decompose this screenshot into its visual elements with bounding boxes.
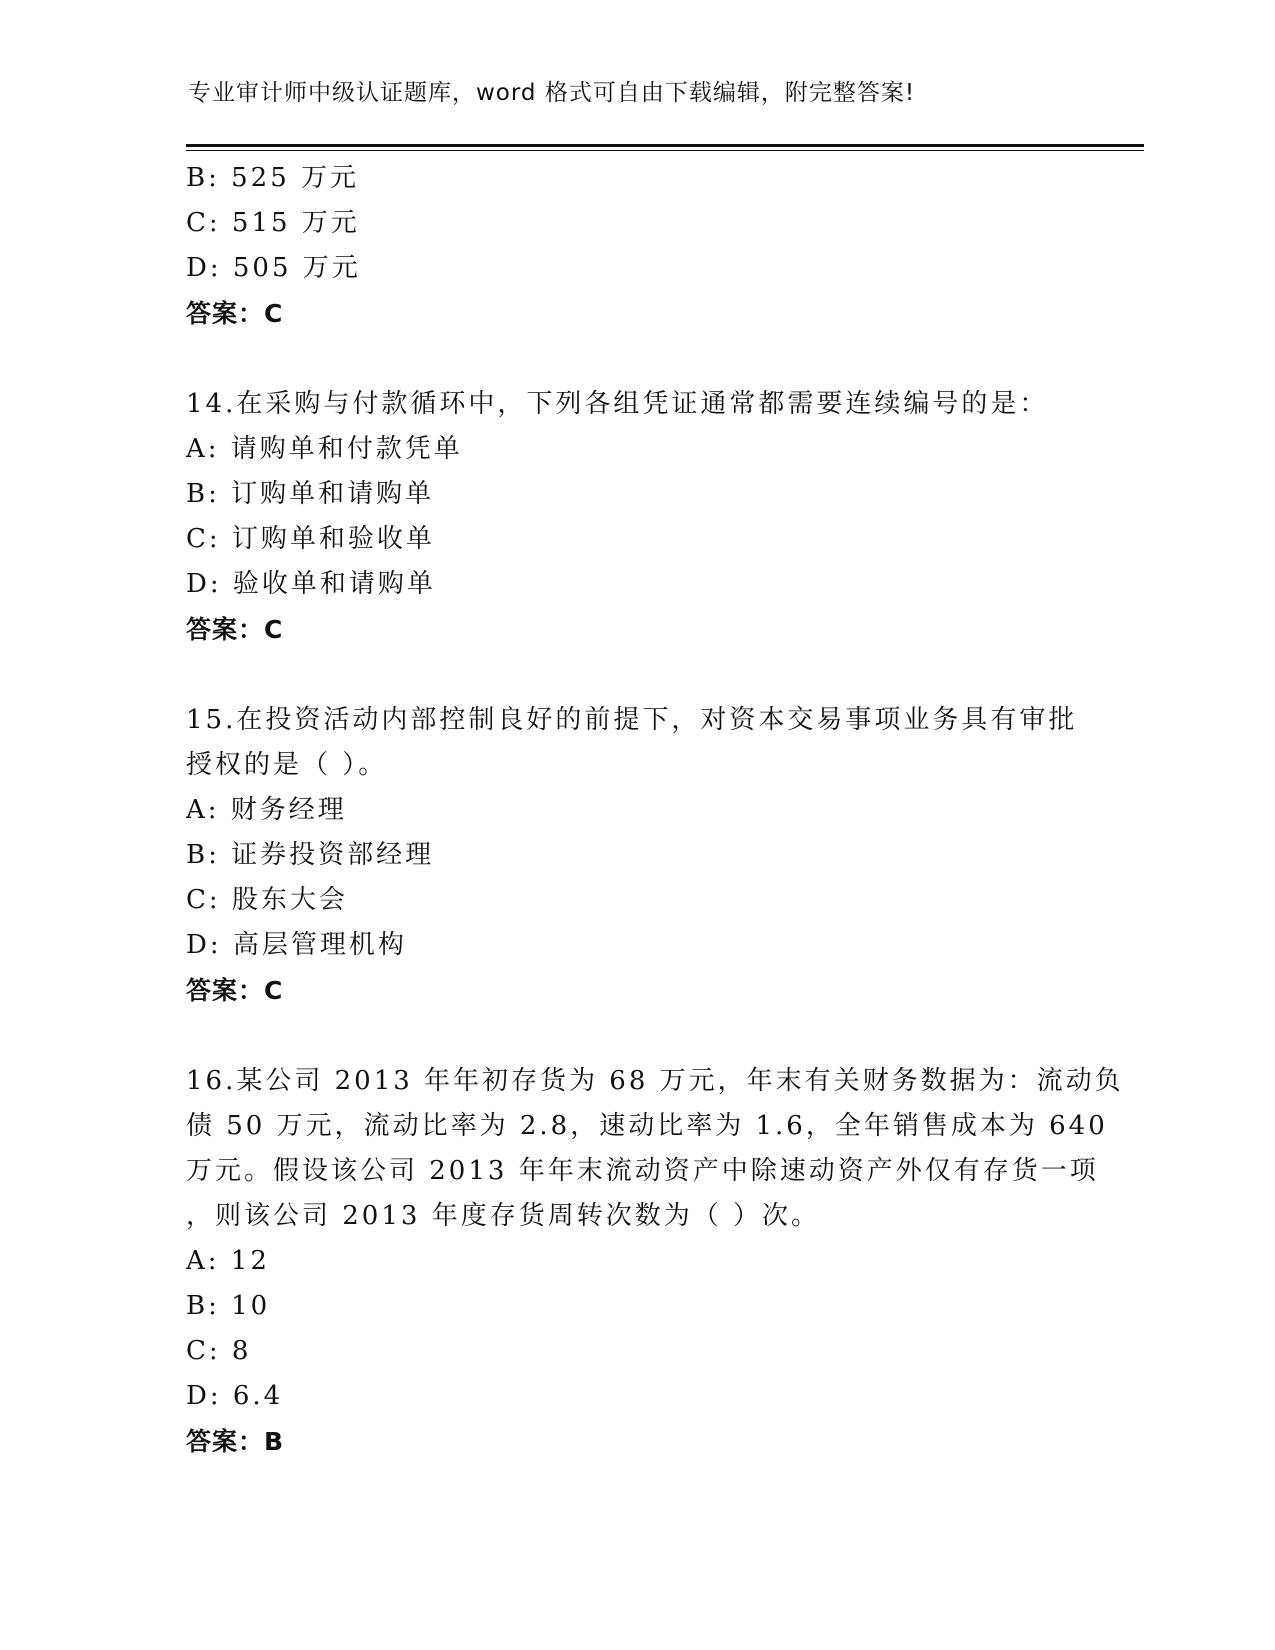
- answer-label: 答案：: [186, 615, 265, 644]
- question-stem: 万元。假设该公司 2013 年年末流动资产中除速动资产外仅有存货一项: [186, 1156, 1099, 1186]
- option-b: B: 10: [186, 1291, 271, 1321]
- question-stem: 14.在采购与付款循环中，下列各组凭证通常都需要连续编号的是：: [186, 389, 1049, 419]
- answer-value: C: [264, 615, 284, 644]
- answer-label: 答案：: [186, 1427, 265, 1456]
- header-rule-thick: [186, 144, 1144, 147]
- answer-value: C: [264, 299, 284, 328]
- question-stem: 16.某公司 2013 年年初存货为 68 万元，年末有关财务数据为：流动负: [186, 1066, 1124, 1096]
- question-stem: 债 50 万元，流动比率为 2.8，速动比率为 1.6，全年销售成本为 640: [186, 1111, 1108, 1141]
- option-a: A: 12: [186, 1246, 270, 1276]
- option-a: A: 财务经理: [186, 795, 347, 825]
- option-b: B: 订购单和请购单: [186, 479, 435, 509]
- header-rule-thin: [186, 150, 1144, 151]
- option-c: C: 订购单和验收单: [186, 524, 435, 554]
- question-15: [186, 698, 1086, 1013]
- answer-line: [186, 1419, 1086, 1464]
- answer-line: [186, 968, 1086, 1013]
- option-d: D: 505 万元: [186, 253, 361, 283]
- option-d: D: 验收单和请购单: [186, 569, 436, 599]
- answer-line: [186, 291, 1086, 336]
- answer-value: C: [264, 976, 284, 1005]
- answer-label: 答案：: [186, 976, 265, 1005]
- question-content: [186, 156, 1124, 1464]
- answer-line: [186, 607, 1086, 652]
- question-14: [186, 382, 1086, 652]
- answer-label: 答案：: [186, 299, 265, 328]
- question-13-tail: [186, 156, 1086, 336]
- option-d: D: 高层管理机构: [186, 930, 407, 960]
- option-c: C: 515 万元: [186, 208, 360, 238]
- answer-value: B: [264, 1427, 285, 1456]
- option-c: C: 股东大会: [186, 885, 348, 915]
- question-stem: ，则该公司 2013 年度存货周转次数为（ ）次。: [186, 1201, 820, 1231]
- option-d: D: 6.4: [186, 1381, 284, 1411]
- option-b: B: 525 万元: [186, 163, 360, 193]
- option-b: B: 证券投资部经理: [186, 840, 435, 870]
- option-a: A: 请购单和付款凭单: [186, 434, 463, 464]
- question-16: [186, 1059, 1124, 1464]
- page-header: 专业审计师中级认证题库，word 格式可自由下载编辑，附完整答案!: [188, 80, 916, 106]
- option-c: C: 8: [186, 1336, 252, 1366]
- question-stem: 15.在投资活动内部控制良好的前提下，对资本交易事项业务具有审批: [186, 705, 1078, 735]
- question-stem: 授权的是（ ）。: [186, 750, 388, 780]
